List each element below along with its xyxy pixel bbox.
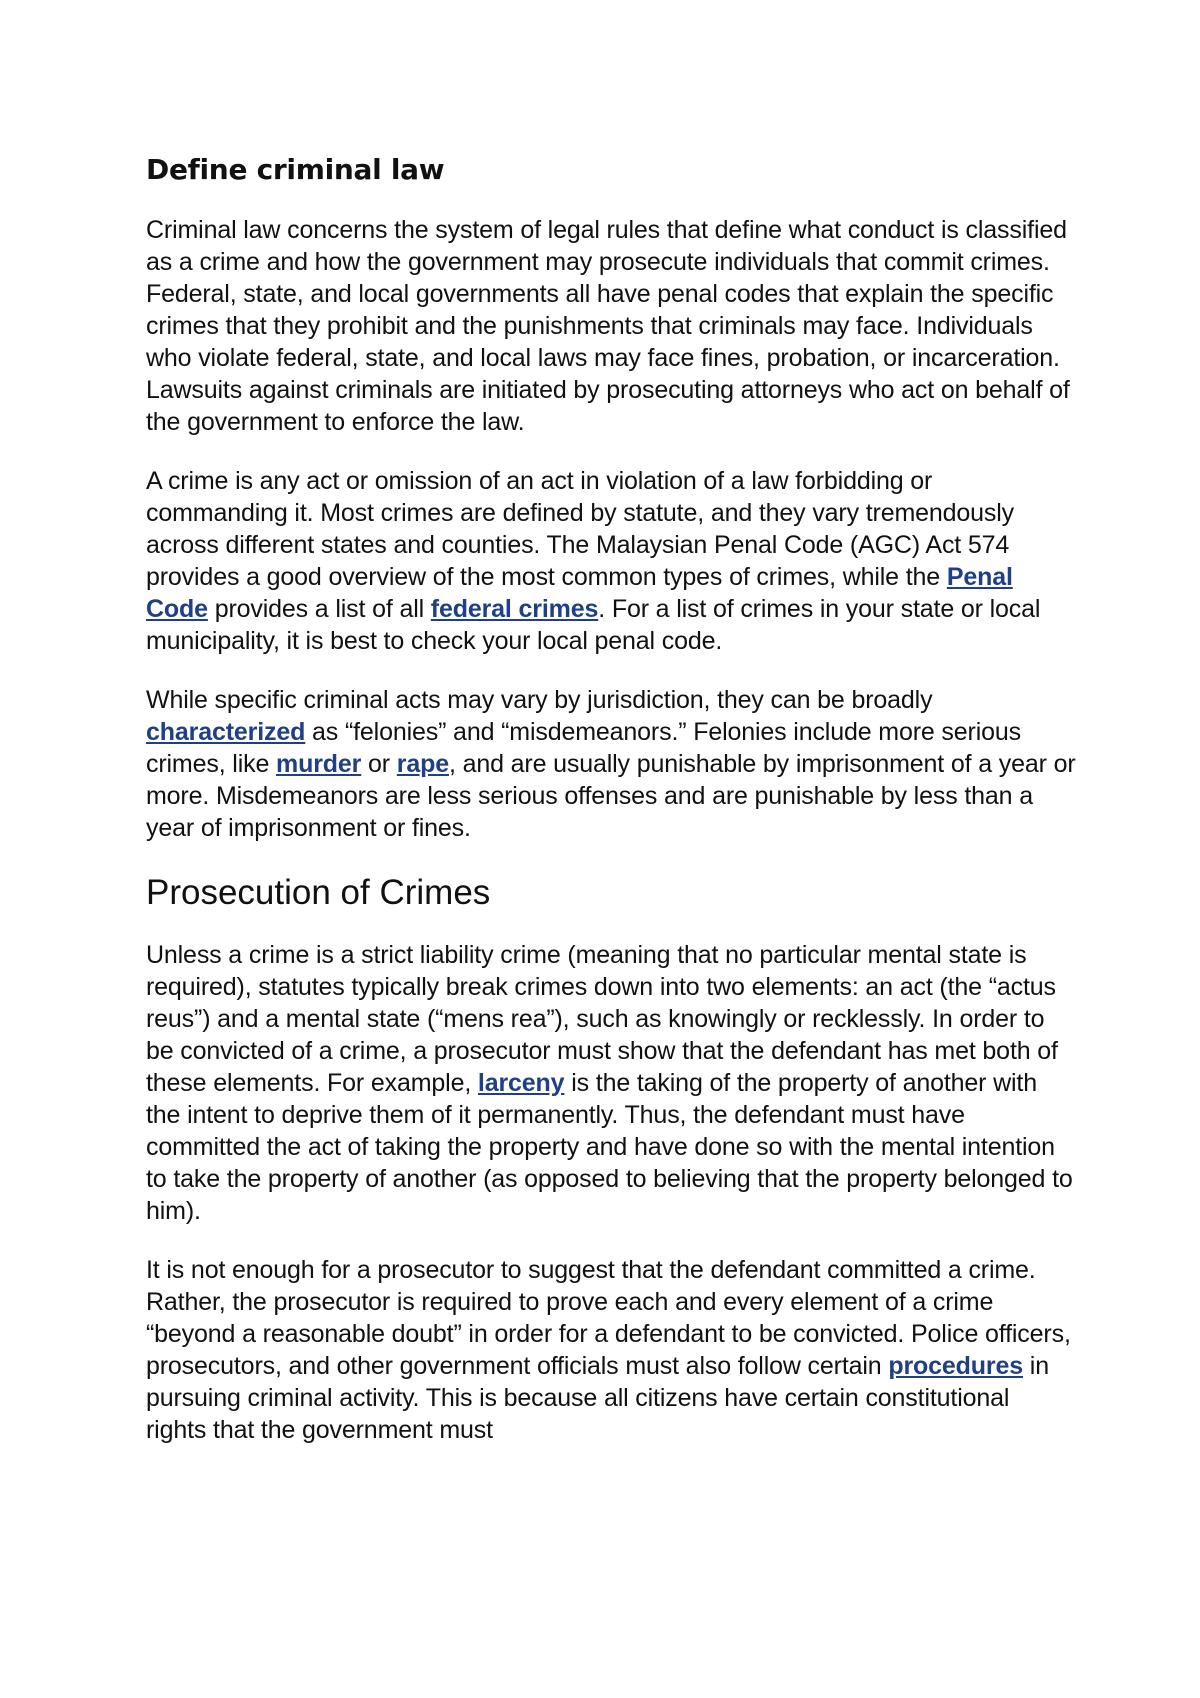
link-murder[interactable]: murder (276, 750, 362, 778)
link-federal-crimes[interactable]: federal crimes (430, 595, 599, 623)
paragraph-elements (146, 939, 1076, 1227)
text-span: . For a list of crimes in your state or local municipality, it is best to check your local penal code. (146, 595, 1041, 655)
paragraph-burden-of-proof (146, 1254, 1076, 1446)
text-span: or (361, 750, 397, 778)
link-larceny[interactable]: larceny (477, 1069, 565, 1097)
text-span: provides a list of all (207, 595, 431, 623)
link-characterized[interactable]: characterized (146, 718, 306, 746)
text-span: Unless a crime is a strict liability crime (meaning that no particular mental state is required), statutes typically break crimes down into two elements: an act (the “actus reus”) and a mental state (“mens rea”), such as knowingly or recklessly. In order to be convicted of a crime, a prosecutor must show that the defendant has met both of these elements. For example, (146, 941, 1058, 1097)
text-span: in pursuing criminal activity. This is because all citizens have certain constitutional rights that the government must (146, 1352, 1049, 1444)
paragraph-crime-definition (146, 465, 1076, 657)
heading-prosecution-of-crimes: Prosecution of Crimes (146, 873, 491, 912)
document-page (146, 150, 1076, 1473)
link-procedures[interactable]: procedures (888, 1352, 1024, 1380)
link-rape[interactable]: rape (396, 750, 449, 778)
text-span: A crime is any act or omission of an act in violation of a law forbidding or commanding it. Most crimes are defined by statute, and they vary tremendously across different states and counties. The Malaysian Penal Code (AGC) Act 574 provides a good overview of the most common types of crimes, while the (146, 467, 1015, 591)
text-span: as “felonies” and “misdemeanors.” Felonies include more serious crimes, like (146, 718, 1021, 778)
text-span: , and are usually punishable by imprisonment of a year or more. Misdemeanors are less serious offenses and are punishable by less than a year of imprisonment or fines. (146, 750, 1076, 842)
heading-define-criminal-law: Define criminal law (146, 153, 445, 186)
paragraph-felonies (146, 684, 1076, 844)
link-penal-code[interactable]: Penal Code (146, 563, 1013, 623)
text-span: is the taking of the property of another with the intent to deprive them of it permanently. Thus, the defendant must have committed the act of taking the property and have done so with the mental intention to take the property of another (as opposed to believing that the property belonged to him). (146, 1069, 1073, 1225)
paragraph-intro: Criminal law concerns the system of legal rules that define what conduct is classified as a crime and how the government may prosecute individuals that commit crimes. Federal, state, and local governments all have penal codes that explain the specific crimes that they prohibit and the punishments that criminals may face. Individuals who violate federal, state, and local laws may face fines, probation, or incarceration. Lawsuits against criminals are initiated by prosecuting attorneys who act on behalf of the government to enforce the law. (146, 216, 1070, 436)
text-span: While specific criminal acts may vary by jurisdiction, they can be broadly (146, 686, 933, 714)
text-span: It is not enough for a prosecutor to suggest that the defendant committed a crime. Rather, the prosecutor is required to prove each and every element of a crime “beyond a reasonable doubt” in order for a defendant to be convicted. Police officers, prosecutors, and other government officials must also follow certain (146, 1256, 1071, 1380)
